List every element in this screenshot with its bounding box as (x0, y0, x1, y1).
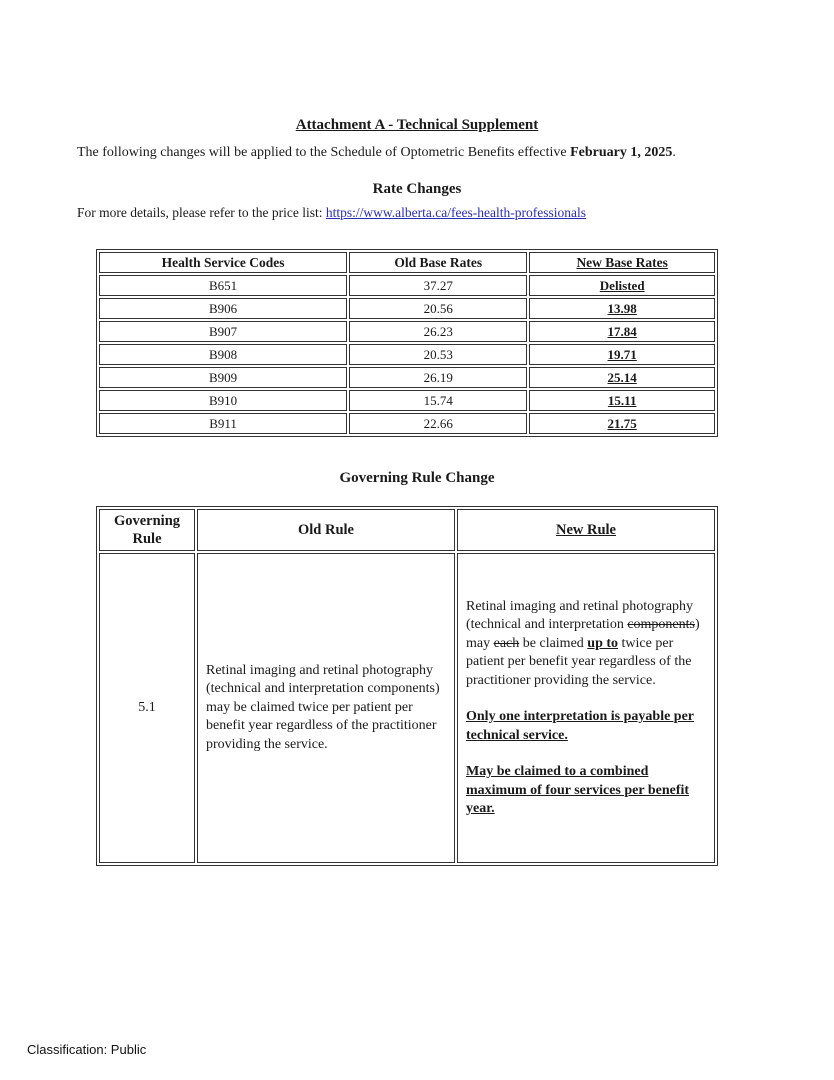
cell-code: B908 (99, 344, 347, 365)
new-rule-text-part: Retinal imaging and retinal photography (technical and interpretation (466, 598, 694, 632)
header-governing-rule: Governing Rule (99, 509, 195, 551)
header-health-service-codes: Health Service Codes (99, 252, 347, 273)
table-row (99, 298, 715, 319)
cell-new-rate: Delisted (529, 275, 715, 296)
new-rule-text-part: twice per patient per benefit year regardless of the practitioner providing the service. (466, 635, 692, 688)
table-row (99, 275, 715, 296)
effective-date: February 1, 2025 (570, 145, 673, 160)
cell-code: B906 (99, 298, 347, 319)
cell-new-rate: 15.11 (529, 390, 715, 411)
new-rule-paragraph-3: May be claimed to a combined maximum of four services per benefit year. (466, 764, 690, 816)
cell-old-rate: 20.53 (349, 344, 527, 365)
table-row (99, 413, 715, 434)
new-rule-paragraph-1 (466, 598, 706, 691)
intro-text: The following changes will be applied to the Schedule of Optometric Benefits effective (77, 145, 571, 160)
rate-changes-table (96, 249, 718, 437)
intro-paragraph (77, 145, 777, 161)
more-details-text: For more details, please refer to the price list: (77, 205, 326, 220)
cell-old-rate: 26.23 (349, 321, 527, 342)
cell-old-rate: 15.74 (349, 390, 527, 411)
governing-rule-heading: Governing Rule Change (339, 470, 495, 486)
strikethrough-text: each (493, 635, 520, 651)
table-row (99, 390, 715, 411)
table-row (99, 321, 715, 342)
header-new-base-rates: New Base Rates (529, 252, 715, 273)
classification-label: Classification: Public (27, 1042, 147, 1057)
governing-rule-table (96, 506, 718, 866)
rule-header-row (99, 509, 715, 551)
cell-old-rate: 20.56 (349, 298, 527, 319)
cell-code: B907 (99, 321, 347, 342)
cell-new-rate: 17.84 (529, 321, 715, 342)
cell-new-rate: 13.98 (529, 298, 715, 319)
table-header-row (99, 252, 715, 273)
cell-code: B911 (99, 413, 347, 434)
header-old-rule: Old Rule (197, 509, 455, 551)
price-list-link[interactable]: https://www.alberta.ca/fees-health-professionals (325, 205, 586, 220)
strikethrough-text: components (627, 617, 695, 632)
cell-code: B910 (99, 390, 347, 411)
cell-old-rate: 37.27 (349, 275, 527, 296)
rule-row (99, 553, 715, 863)
cell-old-rate: 22.66 (349, 413, 527, 434)
rule-number: 5.1 (99, 553, 195, 863)
table-row (99, 344, 715, 365)
table-row (99, 367, 715, 388)
more-details (77, 205, 777, 221)
page-title: Attachment A - Technical Supplement (295, 117, 539, 133)
cell-new-rate: 25.14 (529, 367, 715, 388)
cell-new-rate: 19.71 (529, 344, 715, 365)
cell-code: B909 (99, 367, 347, 388)
intro-end: . (672, 145, 676, 160)
cell-new-rate: 21.75 (529, 413, 715, 434)
new-rule-text-part: ) may (466, 617, 700, 651)
added-text: up to (587, 635, 619, 651)
rate-changes-heading: Rate Changes (372, 181, 462, 197)
cell-code: B651 (99, 275, 347, 296)
header-old-base-rates: Old Base Rates (349, 252, 527, 273)
cell-old-rate: 26.19 (349, 367, 527, 388)
old-rule-text: Retinal imaging and retinal photography (technical and interpretation components) may be claimed twice per patient per benefit year regardless of the practitioner providing the service. (197, 553, 455, 863)
header-new-rule: New Rule (457, 509, 715, 551)
new-rule-text-part: be claimed (519, 635, 588, 651)
new-rule-paragraph-2: Only one interpretation is payable per technical service. (466, 709, 695, 743)
new-rule-text (457, 553, 715, 863)
